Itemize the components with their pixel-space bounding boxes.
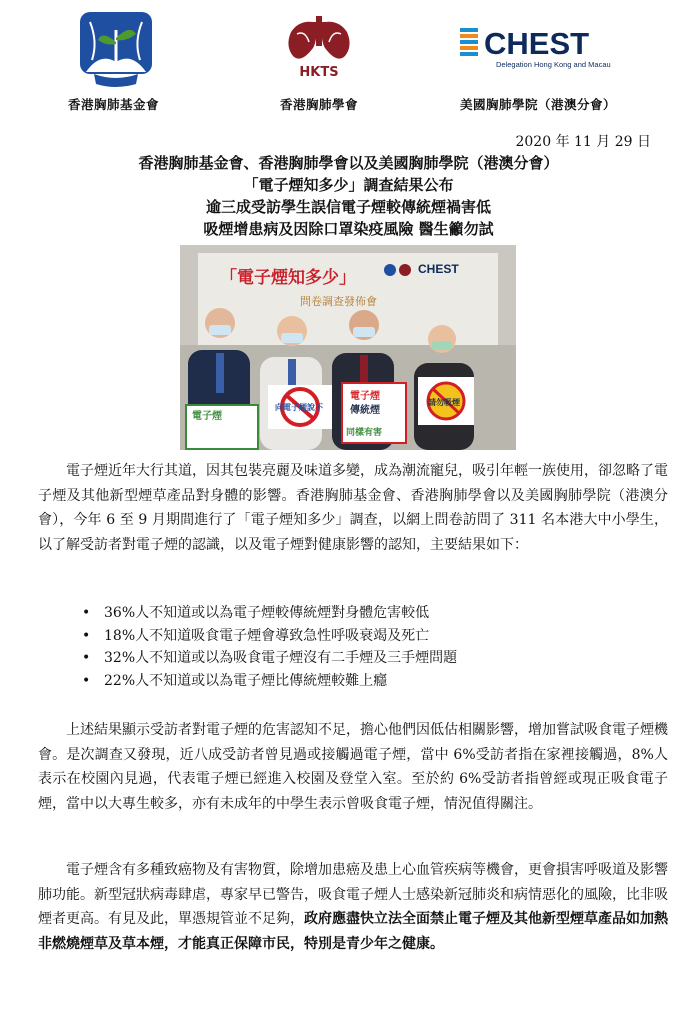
svg-text:傳統煙: 傳統煙 [350, 405, 380, 416]
sign-1 [186, 405, 258, 449]
headline-line-1: 香港胸肺基金會、香港胸肺學會以及美國胸肺學院（港澳分會） [138, 154, 559, 172]
sign-2 [268, 385, 332, 429]
paragraph-1-block [38, 459, 668, 557]
list-item: • 18%人不知道吸食電子煙會導致急性呼吸衰竭及死亡 [82, 627, 430, 644]
banner-chest: CHEST [418, 262, 459, 276]
headline-line-4: 吸煙增患病及因除口罩染疫風險 醫生籲勿試 [203, 220, 494, 238]
press-date: 2020 年 11 月 29 日 [515, 134, 651, 150]
survey-results-list [80, 602, 457, 692]
logo-header [0, 0, 697, 120]
headline-line-2: 「電子煙知多少」調查結果公布 [243, 176, 454, 194]
paragraph-2: 上述結果顯示受訪者對電子煙的危害認知不足，擔心他們因低估相關影響，增加嘗試吸食電子煙機會。是次調查又發現，近八成受訪者曾見過或接觸過電子煙，當中 6%受訪者指在家裡接觸過，8%人表示在校園內見過，代表電子煙已經進入校園及登堂入室。至於約 6%受訪者指曾經或現正吸食電子煙，當中以大專生較多，亦有未成年的中學生表示曾吸食電子煙，情況值得關注。 [38, 722, 668, 812]
svg-text:請勿吸煙: 請勿吸煙 [428, 398, 460, 407]
hkts-caption: 香港胸肺學會 [280, 97, 359, 112]
list-item: • 22%人不知道或以為電子煙比傳統煙較難上癮 [82, 672, 388, 689]
paragraph-1: 電子煙近年大行其道，因其包裝亮麗及味道多變，成為潮流寵兒，吸引年輕一族使用，卻忽略了電子煙及其他新型煙草產品對身體的影響。香港胸肺基金會、香港胸肺學會以及美國胸肺學院（港澳分會），今年 6 至 9 月期間進行了「電子煙知多少」調查，以網上問卷訪問了 311 名本港大中小學生，以了解受訪者對電子煙的認識，以及電子煙對健康影響的認知，主要結果如下： [38, 463, 668, 553]
chest-logo-text: CHEST [484, 26, 590, 61]
paragraph-3-emphasis: 政府應盡快立法全面禁止電子煙及其他新型煙草產品如加熱非燃燒煙草及草本煙，才能真正保障市民，特別是青少年之健康。 [38, 911, 668, 952]
foundation-logo [80, 12, 152, 90]
paragraph-3-block [38, 858, 668, 956]
hkts-logo-text: HKTS [299, 65, 339, 80]
svg-text:電子煙: 電子煙 [350, 391, 380, 402]
headline-block [0, 152, 697, 240]
paragraph-3-text: 電子煙含有多種致癌物及有害物質，除增加患癌及患上心血管疾病等機會，更會損害呼吸道及影響肺功能。新型冠狀病毒肆虐，專家早已警告，吸食電子煙人士感染新冠肺炎和病情惡化的風險，比非吸煙者更高。有見及此，單憑規管並不足夠， [38, 862, 668, 927]
list-item: • 32%人不知道或以為吸食電子煙沒有二手煙及三手煙問題 [82, 650, 458, 666]
banner-subtitle: 問卷調查發佈會 [300, 295, 377, 308]
press-conference-photo [180, 245, 516, 450]
svg-text:同樣有害: 同樣有害 [346, 428, 383, 438]
chest-logo [458, 22, 634, 74]
paragraph-2-block [38, 718, 668, 816]
paragraph-3 [38, 858, 668, 956]
svg-text:向電子煙說不: 向電子煙說不 [275, 403, 323, 412]
chest-caption: 美國胸肺學院（港澳分會） [460, 97, 617, 112]
headline-line-3: 逾三成受訪學生誤信電子煙較傳統煙禍害低 [205, 198, 491, 216]
hkts-logo [283, 12, 353, 82]
list-item: • 36%人不知道或以為電子煙較傳統煙對身體危害較低 [82, 605, 430, 621]
sign-4 [418, 377, 474, 425]
chest-logo-sub: Delegation Hong Kong and Macau [496, 60, 611, 69]
sign-3 [342, 383, 406, 443]
foundation-caption: 香港胸肺基金會 [68, 97, 160, 112]
photo-illustration [180, 245, 516, 450]
banner-title: 「電子煙知多少」 [220, 268, 356, 288]
svg-text:電子煙: 電子煙 [192, 411, 222, 422]
